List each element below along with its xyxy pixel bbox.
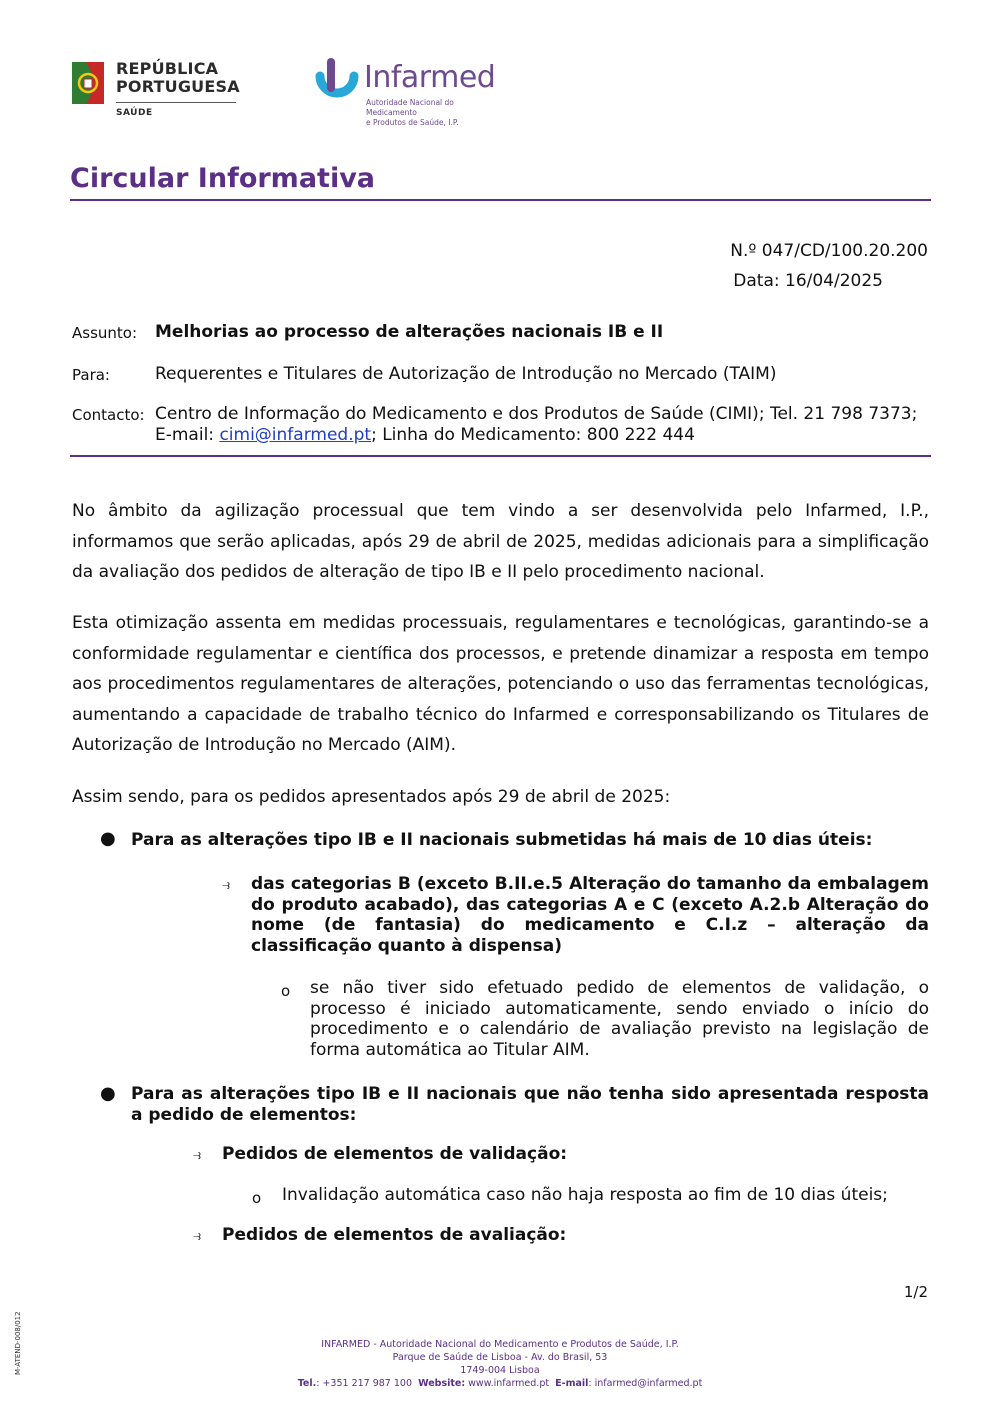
bullet-2-sub1-text: Pedidos de elementos de validação:: [222, 1144, 568, 1164]
paragraph-3: Assim sendo, para os pedidos apresentados após 29 de abril de 2025:: [72, 787, 671, 807]
footer-web-label: Website:: [418, 1378, 466, 1389]
infarmed-subtitle: [366, 98, 506, 128]
rp-line2: PORTUGUESA: [116, 77, 240, 96]
footer-tel-label: Tel.: [297, 1378, 317, 1389]
rp-divider: [116, 102, 236, 103]
footer-line2: Parque de Saúde de Lisboa - Av. do Brasil, 53: [392, 1352, 608, 1363]
footer-web-value[interactable]: www.infarmed.pt: [465, 1378, 550, 1389]
meta-rule: [70, 455, 931, 457]
bullet-2-dot-icon: ●: [100, 1083, 116, 1104]
contact-email-suffix: ; Linha do Medicamento: 800 222 444: [371, 425, 695, 445]
bullet-1-subsub-circle-icon: o: [281, 982, 291, 1000]
infarmed-wordmark: Infarmed: [364, 60, 496, 95]
bullet-1-subsub-text: se não tiver sido efetuado pedido de elementos de validação, o processo é iniciado automaticamente, sendo enviado o início do procedimento e o calendário de avaliação previsto na legislação de forma automática ao Titular AIM.: [310, 978, 929, 1060]
to-label: Para:: [72, 366, 110, 384]
bullet-2-sub1-item-circle-icon: o: [252, 1189, 262, 1207]
infarmed-mark-icon: [314, 58, 360, 106]
footer-tel-value: : +351 217 987 100: [316, 1378, 413, 1389]
page-number: 1/2: [903, 1283, 928, 1301]
bullet-2-sub1-arrow-icon: ⥽: [193, 1147, 201, 1163]
republica-portuguesa-logo: [70, 58, 250, 124]
bullet-1-text: Para as alterações tipo IB e II nacionais submetidas há mais de 10 dias úteis:: [131, 830, 873, 850]
footer-line3: 1749-004 Lisboa: [460, 1365, 540, 1376]
infarmed-sub-line1: Autoridade Nacional do Medicamento: [366, 98, 454, 117]
subject-value: Melhorias ao processo de alterações nacionais IB e II: [155, 322, 664, 342]
bullet-2-sub1-item-text: Invalidação automática caso não haja resposta ao fim de 10 dias úteis;: [282, 1185, 888, 1205]
footer-line1: INFARMED - Autoridade Nacional do Medicamento e Produtos de Saúde, I.P.: [321, 1339, 679, 1350]
paragraph-1: No âmbito da agilização processual que tem vindo a ser desenvolvida pelo Infarmed, I.P., informamos que serão aplicadas, após 29 de abril de 2025, medidas adicionais para a simplificação da avaliação dos pedidos de alteração de tipo IB e II pelo procedimento nacional.: [72, 501, 929, 583]
document-number: N.º 047/CD/100.20.200: [730, 241, 928, 261]
title-rule: [70, 199, 931, 201]
document-date: Data: 16/04/2025: [733, 271, 883, 291]
contact-label: Contacto:: [72, 406, 145, 424]
side-form-code: M-ATEND-008/012: [14, 1311, 22, 1375]
bullet-2-text: Para as alterações tipo IB e II nacionais que não tenha sido apresentada resposta a pedido de elementos:: [131, 1084, 929, 1125]
infarmed-sub-line2: e Produtos de Saúde, I.P.: [366, 118, 459, 127]
contact-email-link[interactable]: cimi@infarmed.pt: [219, 425, 372, 445]
contact-email-prefix: E-mail:: [155, 425, 220, 445]
bullet-1-dot-icon: ●: [100, 828, 116, 849]
bullet-1-sub-arrow-icon: ⥽: [222, 877, 230, 893]
footer-contact-line: [0, 1377, 1000, 1390]
footer-mail-value[interactable]: : infarmed@infarmed.pt: [588, 1378, 703, 1389]
contact-line1: Centro de Informação do Medicamento e dos Produtos de Saúde (CIMI); Tel. 21 798 7373;: [155, 404, 918, 424]
subject-label: Assunto:: [72, 324, 138, 342]
portugal-emblem-icon: [70, 60, 106, 106]
bullet-1-sub-text: das categorias B (exceto B.II.e.5 Alteração do tamanho da embalagem do produto acabado), das categorias A e C (exceto A.2.b Alteração do nome (de fantasia) do medicamento e C.I.z – alteração da classificação quanto à dispensa): [251, 874, 929, 956]
document-title: Circular Informativa: [70, 163, 376, 194]
paragraph-2: Esta otimização assenta em medidas processuais, regulamentares e tecnológicas, garantindo-se a conformidade regulamentar e científica dos processos, e pretende dinamizar a resposta em tempo aos procedimentos regulamentares de alterações, potenciando o uso das ferramentas tecnológicas, aumentando a capacidade de trabalho técnico do Infarmed e corresponsabilizando os Titulares de Autorização de Introdução no Mercado (AIM).: [72, 613, 929, 756]
to-value: Requerentes e Titulares de Autorização de Introdução no Mercado (TAIM): [155, 364, 777, 384]
bullet-2-sub2-text: Pedidos de elementos de avaliação:: [222, 1225, 567, 1245]
rp-text: [116, 60, 240, 96]
infarmed-logo: [314, 58, 496, 127]
footer-mail-label: E-mail: [555, 1378, 589, 1389]
contact-line2: [155, 425, 695, 445]
rp-line1: REPÚBLICA: [116, 59, 219, 78]
bullet-2-sub2-arrow-icon: ⥽: [193, 1228, 201, 1244]
rp-saude-label: SAÚDE: [116, 108, 153, 118]
footer: [0, 1338, 1000, 1390]
